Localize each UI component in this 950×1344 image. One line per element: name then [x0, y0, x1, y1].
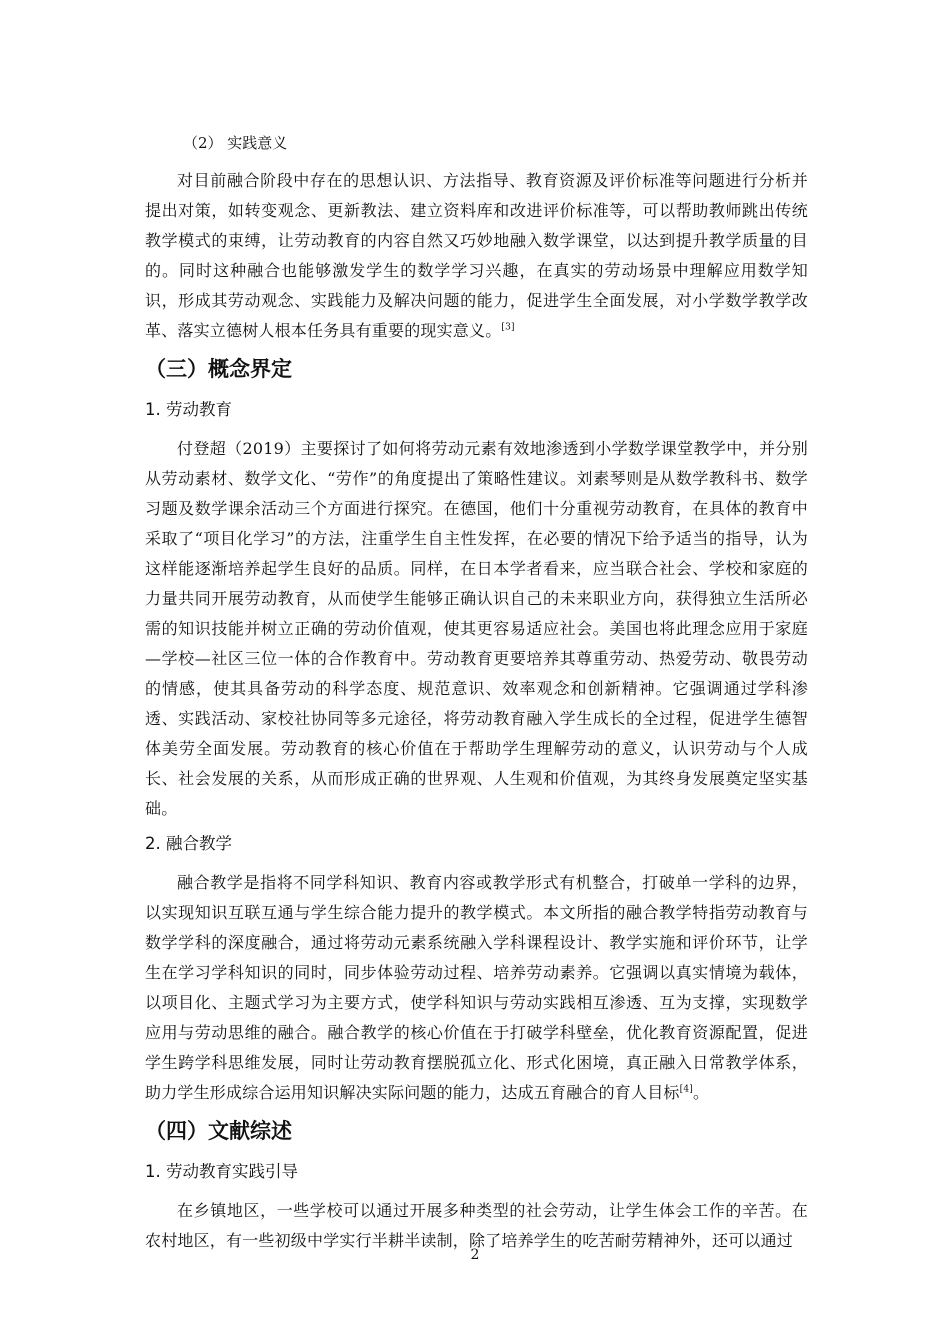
citation-ref: [4]: [679, 1084, 693, 1095]
paragraph-integrated-teaching: [145, 868, 808, 1108]
paragraph-text: 融合教学是指将不同学科知识、教育内容或教学形式有机整合，打破单一学科的边界，以实现知识互联互通与学生综合能力提升的教学模式。本文所指的融合教学特指劳动教育与数学学科的深度融合，通过将劳动元素系统融入学科课程设计、教学实施和评价环节，让学生在学习学科知识的同时，同步体验劳动过程、培养劳动素养。它强调以真实情境为载体，以项目化、主题式学习为主要方式，使学科知识与劳动实践相互渗透、互为支撑，实现数学应用与劳动思维的融合。融合教学的核心价值在于打破学科壁垒，优化教育资源配置，促进学生跨学科思维发展，同时让劳动教育摆脱孤立化、形式化困境，真正融入日常教学体系，助力学生形成综合运用知识解决实际问题的能力，达成五育融合的育人目标: [145, 873, 808, 1102]
section-heading-literature-review: （四）文献综述: [145, 1119, 292, 1143]
citation-ref: [3]: [501, 322, 515, 333]
paragraph-practical-significance: [145, 166, 808, 346]
paragraph-end: 。: [692, 1083, 710, 1102]
page-number: 2: [470, 1247, 480, 1263]
subsection-heading-labor-practice: 1. 劳动教育实践引导: [145, 1162, 298, 1181]
paragraph-labor-education: 付登超（2019）主要探讨了如何将劳动元素有效地渗透到小学数学课堂教学中，并分别从劳动素材、数学文化、“劳作”的角度提出了策略性建议。刘素琴则是从数学教科书、数学习题及数学课余活动三个方面进行探究。在德国，他们十分重视劳动教育，在具体的教育中采取了“项目化学习”的方法，注重学生自主性发挥，在必要的情况下给予适当的指导，认为这样能逐渐培养起学生良好的品质。同样，在日本学者看来，应当联合社会、学校和家庭的力量共同开展劳动教育，从而使学生能够正确认识自己的未来职业方向，获得独立生活所必需的知识技能并树立正确的劳动价值观，使其更容易适应社会。美国也将此理念应用于家庭—学校—社区三位一体的合作教育中。劳动教育更要培养其尊重劳动、热爱劳动、敬畏劳动的情感，使其具备劳动的科学态度、规范意识、效率观念和创新精神。它强调通过学科渗透、实践活动、家校社协同等多元途径，将劳动教育融入学生成长的全过程，促进学生德智体美劳全面发展。劳动教育的核心价值在于帮助学生理解劳动的意义，认识劳动与个人成长、社会发展的关系，从而形成正确的世界观、人生观和价值观，为其终身发展奠定坚实基础。: [145, 439, 808, 818]
section-heading-concept-definition: （三）概念界定: [145, 357, 292, 381]
paragraph-text: 对目前融合阶段中存在的思想认识、方法指导、教育资源及评价标准等问题进行分析并提出对策，如转变观念、更新教法、建立资料库和改进评价标准等，可以帮助教师跳出传统教学模式的束缚，让劳动教育的内容自然又巧妙地融入数学课堂，以达到提升教学质量的目的。同时这种融合也能够激发学生的数学学习兴趣，在真实的劳动场景中理解应用数学知识，形成其劳动观念、实践能力及解决问题的能力，促进学生全面发展，对小学数学教学改革、落实立德树人根本任务具有重要的现实意义。: [145, 171, 808, 340]
subsection-heading-labor-education: 1. 劳动教育: [145, 400, 232, 419]
paragraph-labor-practice: 在乡镇地区，一些学校可以通过开展多种类型的社会劳动，让学生体会工作的辛苦。在农村地区，有一些初级中学实行半耕半读制，除了培养学生的吃苦耐劳精神外，还可以通过: [145, 1201, 808, 1250]
subsection-heading-integrated-teaching: 2. 融合教学: [145, 834, 232, 853]
document-body: [145, 128, 808, 1256]
section-heading-practical-significance: （2） 实践意义: [183, 134, 288, 152]
